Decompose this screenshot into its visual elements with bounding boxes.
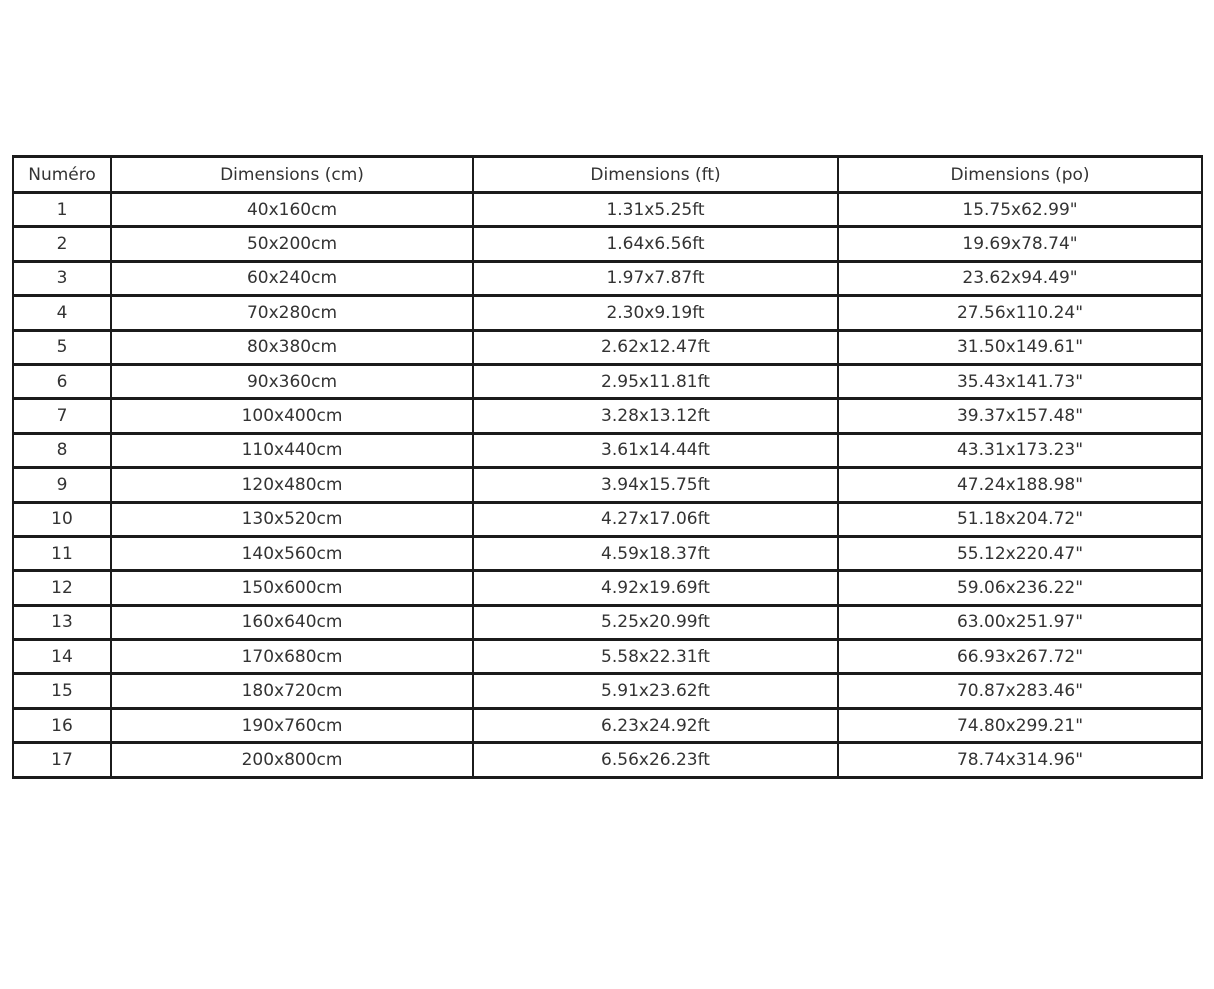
dimension-cell: 4.59x18.37ft xyxy=(473,536,838,570)
size-conversion-table xyxy=(12,155,1203,779)
dimension-cell: 110x440cm xyxy=(111,433,473,467)
column-header: Dimensions (po) xyxy=(838,157,1202,193)
table-row xyxy=(13,227,1202,261)
dimension-cell: 51.18x204.72" xyxy=(838,502,1202,536)
table-row xyxy=(13,364,1202,398)
dimension-cell: 4.27x17.06ft xyxy=(473,502,838,536)
column-header: Numéro xyxy=(13,157,111,193)
row-number-cell: 1 xyxy=(13,193,111,227)
row-number-cell: 7 xyxy=(13,399,111,433)
row-number-cell: 15 xyxy=(13,674,111,708)
dimension-cell: 55.12x220.47" xyxy=(838,536,1202,570)
dimension-cell: 2.62x12.47ft xyxy=(473,330,838,364)
dimension-cell: 100x400cm xyxy=(111,399,473,433)
dimension-cell: 5.91x23.62ft xyxy=(473,674,838,708)
dimension-cell: 140x560cm xyxy=(111,536,473,570)
table-row xyxy=(13,743,1202,777)
dimension-cell: 90x360cm xyxy=(111,364,473,398)
dimension-cell: 50x200cm xyxy=(111,227,473,261)
row-number-cell: 10 xyxy=(13,502,111,536)
dimension-cell: 39.37x157.48" xyxy=(838,399,1202,433)
dimension-cell: 160x640cm xyxy=(111,605,473,639)
dimension-cell: 23.62x94.49" xyxy=(838,261,1202,295)
dimension-cell: 59.06x236.22" xyxy=(838,571,1202,605)
dimension-cell: 3.28x13.12ft xyxy=(473,399,838,433)
dimension-cell: 43.31x173.23" xyxy=(838,433,1202,467)
row-number-cell: 4 xyxy=(13,296,111,330)
row-number-cell: 6 xyxy=(13,364,111,398)
row-number-cell: 5 xyxy=(13,330,111,364)
dimension-cell: 120x480cm xyxy=(111,468,473,502)
size-conversion-table-container xyxy=(12,155,1201,779)
dimension-cell: 31.50x149.61" xyxy=(838,330,1202,364)
row-number-cell: 17 xyxy=(13,743,111,777)
table-row xyxy=(13,261,1202,295)
table-row xyxy=(13,571,1202,605)
column-header: Dimensions (cm) xyxy=(111,157,473,193)
dimension-cell: 5.58x22.31ft xyxy=(473,640,838,674)
dimension-cell: 47.24x188.98" xyxy=(838,468,1202,502)
row-number-cell: 12 xyxy=(13,571,111,605)
table-row xyxy=(13,399,1202,433)
dimension-cell: 35.43x141.73" xyxy=(838,364,1202,398)
dimension-cell: 70.87x283.46" xyxy=(838,674,1202,708)
table-row xyxy=(13,502,1202,536)
row-number-cell: 2 xyxy=(13,227,111,261)
table-body xyxy=(13,193,1202,778)
dimension-cell: 78.74x314.96" xyxy=(838,743,1202,777)
dimension-cell: 2.30x9.19ft xyxy=(473,296,838,330)
dimension-cell: 60x240cm xyxy=(111,261,473,295)
table-row xyxy=(13,296,1202,330)
table-row xyxy=(13,433,1202,467)
table-row xyxy=(13,674,1202,708)
dimension-cell: 4.92x19.69ft xyxy=(473,571,838,605)
dimension-cell: 170x680cm xyxy=(111,640,473,674)
dimension-cell: 80x380cm xyxy=(111,330,473,364)
dimension-cell: 5.25x20.99ft xyxy=(473,605,838,639)
dimension-cell: 27.56x110.24" xyxy=(838,296,1202,330)
table-header xyxy=(13,157,1202,193)
row-number-cell: 11 xyxy=(13,536,111,570)
dimension-cell: 66.93x267.72" xyxy=(838,640,1202,674)
row-number-cell: 9 xyxy=(13,468,111,502)
table-row xyxy=(13,640,1202,674)
dimension-cell: 1.64x6.56ft xyxy=(473,227,838,261)
row-number-cell: 13 xyxy=(13,605,111,639)
dimension-cell: 130x520cm xyxy=(111,502,473,536)
dimension-cell: 1.97x7.87ft xyxy=(473,261,838,295)
row-number-cell: 8 xyxy=(13,433,111,467)
dimension-cell: 3.94x15.75ft xyxy=(473,468,838,502)
dimension-cell: 70x280cm xyxy=(111,296,473,330)
table-row xyxy=(13,708,1202,742)
row-number-cell: 14 xyxy=(13,640,111,674)
table-row xyxy=(13,193,1202,227)
dimension-cell: 200x800cm xyxy=(111,743,473,777)
table-row xyxy=(13,536,1202,570)
dimension-cell: 40x160cm xyxy=(111,193,473,227)
dimension-cell: 190x760cm xyxy=(111,708,473,742)
table-row xyxy=(13,605,1202,639)
row-number-cell: 3 xyxy=(13,261,111,295)
dimension-cell: 1.31x5.25ft xyxy=(473,193,838,227)
header-row xyxy=(13,157,1202,193)
dimension-cell: 3.61x14.44ft xyxy=(473,433,838,467)
dimension-cell: 19.69x78.74" xyxy=(838,227,1202,261)
table-row xyxy=(13,330,1202,364)
dimension-cell: 74.80x299.21" xyxy=(838,708,1202,742)
dimension-cell: 150x600cm xyxy=(111,571,473,605)
dimension-cell: 15.75x62.99" xyxy=(838,193,1202,227)
dimension-cell: 63.00x251.97" xyxy=(838,605,1202,639)
table-row xyxy=(13,468,1202,502)
dimension-cell: 180x720cm xyxy=(111,674,473,708)
dimension-cell: 6.23x24.92ft xyxy=(473,708,838,742)
column-header: Dimensions (ft) xyxy=(473,157,838,193)
dimension-cell: 6.56x26.23ft xyxy=(473,743,838,777)
dimension-cell: 2.95x11.81ft xyxy=(473,364,838,398)
row-number-cell: 16 xyxy=(13,708,111,742)
